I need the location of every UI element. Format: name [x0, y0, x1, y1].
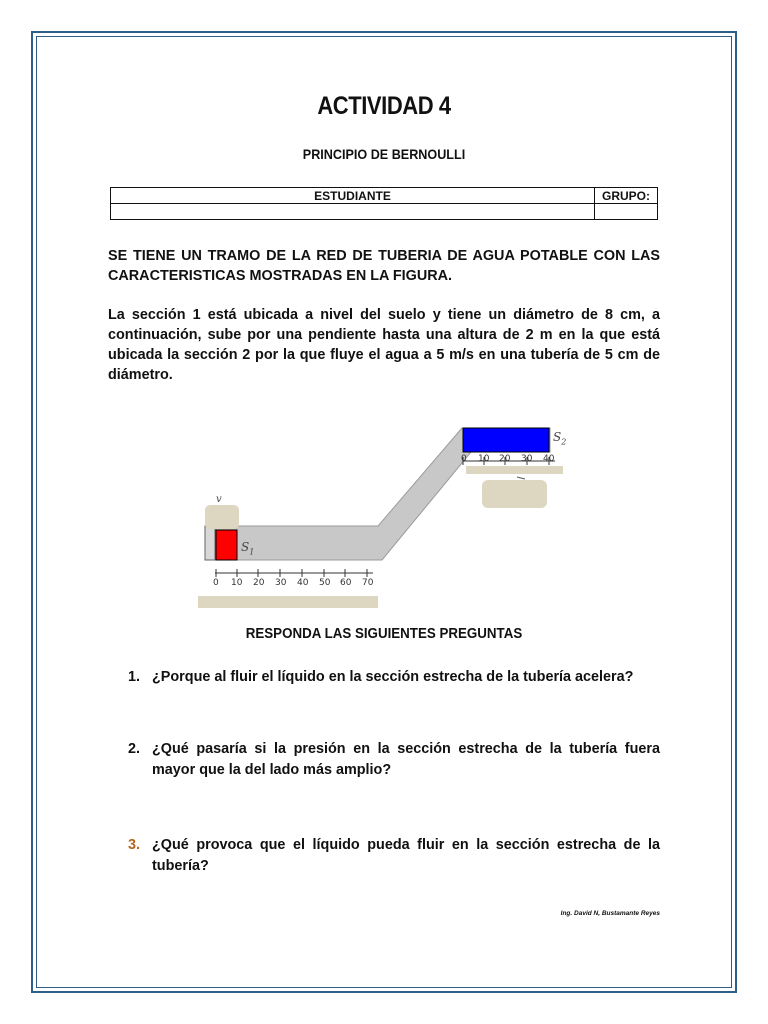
scale-1-tick: 40: [297, 578, 309, 588]
scale-1-tick: 20: [253, 578, 265, 588]
question-text: ¿Qué provoca que el líquido pueda fluir en la sección estrecha de la tubería?: [152, 837, 660, 874]
velocity-box: [205, 505, 239, 529]
student-table-header-row: [111, 188, 658, 204]
section-1-marker: [216, 530, 237, 560]
section-1-label: [241, 540, 254, 556]
scale-1-tick: 50: [319, 578, 331, 588]
section-2-label-letter: S: [553, 430, 562, 444]
scale-1-tick: 10: [231, 578, 243, 588]
section-1-label-sub: 1: [249, 547, 255, 557]
section-1-label-letter: S: [241, 540, 250, 554]
velocity-label: v: [216, 494, 222, 505]
question-item: [128, 835, 660, 877]
question-number: 2.: [128, 741, 141, 757]
group-cell[interactable]: [595, 204, 658, 220]
scale-1-tick: 30: [275, 578, 287, 588]
scale-2-tick: 30: [521, 454, 533, 464]
question-text: ¿Porque al fluir el líquido en la sección estrecha de la tubería acelera?: [152, 669, 634, 685]
student-table-entry-row: [111, 204, 658, 220]
description-paragraph: La sección 1 está ubicada a nivel del suelo y tiene un diámetro de 8 cm, a continuación, sube por una pendiente hasta una altura de 2 m en la que está ubicada la sección 2 por la que fluye el agua a 5 m/s en una tubería de 5 cm de diámetro.: [108, 307, 660, 383]
ground-bar-1: [198, 596, 378, 608]
question-text: ¿Qué pasaría si la presión en la sección estrecha de la tubería fuera mayor que la del lado más amplio?: [152, 741, 660, 778]
pipe-left-cap: [205, 526, 215, 560]
section-2-label-sub: 2: [561, 437, 567, 447]
student-name-cell[interactable]: [111, 204, 595, 220]
scale-2-tick: 40: [543, 454, 555, 464]
scale-1-tick: 60: [340, 578, 352, 588]
pipe-diagram: [195, 420, 575, 615]
scale-2-tick: 0: [461, 454, 467, 464]
question-item: [128, 739, 660, 781]
question-item: [128, 667, 660, 688]
scale-1-tick: 70: [362, 578, 374, 588]
ground-bar-2: [466, 466, 563, 474]
group-header: GRUPO:: [595, 188, 658, 204]
page-subtitle: PRINCIPIO DE BERNOULLI: [302, 146, 466, 162]
question-number: 3.: [128, 837, 141, 853]
page-title: ACTIVIDAD 4: [317, 92, 451, 120]
section-2-label: [553, 430, 566, 446]
question-number: 1.: [128, 669, 141, 685]
scale-2-tick: 10: [478, 454, 490, 464]
scale-2-tick: 20: [499, 454, 511, 464]
intro-paragraph: SE TIENE UN TRAMO DE LA RED DE TUBERIA DE AGUA POTABLE CON LAS CARACTERISTICAS MOSTRADAS EN LA FIGURA.: [108, 248, 660, 284]
student-table: [110, 187, 658, 220]
student-name-header: ESTUDIANTE: [111, 188, 595, 204]
scale-1-tick: 0: [213, 578, 219, 588]
pipe-figure: [195, 420, 575, 615]
section-2-marker: [463, 428, 549, 452]
questions-heading: RESPONDA LAS SIGUIENTES PREGUNTAS: [245, 626, 523, 642]
author-footer: Ing. David N, Bustamante Reyes: [560, 910, 660, 917]
value-box: [482, 480, 547, 508]
